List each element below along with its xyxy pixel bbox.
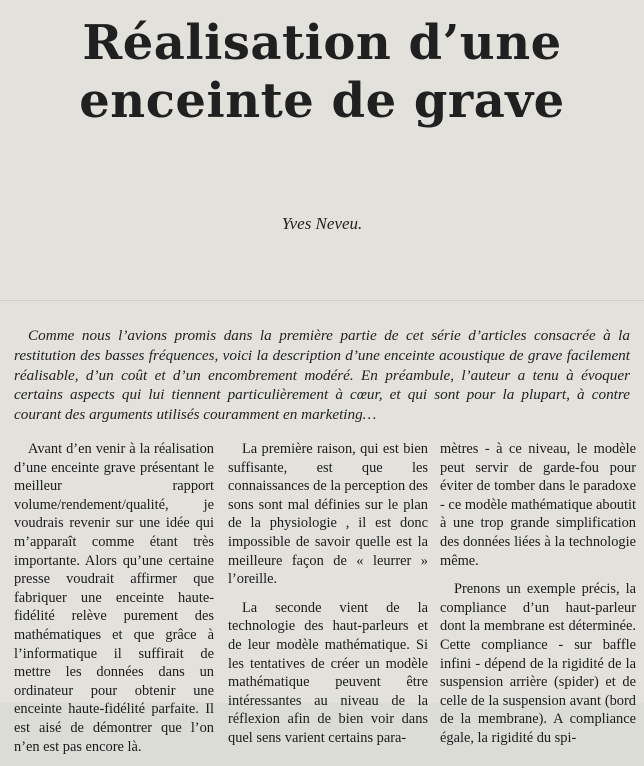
header-divider — [0, 300, 644, 301]
column-2-paragraph-2: La seconde vient de la technologie des haut-parleurs et de leur modèle mathématique. Si les tentatives de créer un modèle mathématique peuvent être intéressantes au niveau de la réflexion afin de bien voir dans quel sens varient certains para- — [228, 599, 428, 746]
column-2-paragraph-1: La première raison, qui est bien suffisante, est que les connaissances de la perception des sons sont mal définies sur le plan de la physiologie , il est donc impossible de savoir quelle est la meilleure façon de « leurrer » l’oreille. — [228, 441, 428, 588]
text-column-1 — [14, 440, 214, 766]
author-byline: Yves Neveu. — [281, 214, 363, 233]
article-title — [0, 14, 644, 130]
column-3-paragraph-1: mètres - à ce niveau, le modèle peut servir de garde-fou pour éviter de tomber dans le paradoxe - ce modèle mathématique aboutit à une trop grande simplification des données liées à la technologie même. — [440, 441, 636, 569]
title-line-1: Réalisation d’une — [82, 15, 562, 71]
column-1-paragraph-1: Avant d’en venir à la réalisation d’une enceinte grave présentant le meilleur rapport volume/rendement/qualité, je voudrais revenir sur une idée qui m’apparaît comme étant très importante. Alors qu’une certaine presse voudrait affirmer que fabriquer une enceinte haute-fidélité relève purement des mathématiques et que grâce à l’informatique il suffirait de mettre les données dans un ordinateur pour obtenir une enceinte haute-fidélité parfaite. Il est aisé de démontrer que l’on n’en est pas encore là. — [14, 441, 214, 755]
title-line-2: enceinte de grave — [79, 73, 565, 129]
text-column-2 — [228, 440, 428, 758]
text-column-3 — [440, 440, 636, 758]
column-3-paragraph-2: Prenons un exemple précis, la compliance d’un haut-parleur dont la membrane est déterminée. Cette compliance - sur baffle infini - dépend de la rigidité de la suspension arrière (spider) et de celle de la suspension avant (bord de la membrane). A compliance égale, la rigidité du spi- — [440, 581, 636, 746]
article-intro: Comme nous l’avions promis dans la première partie de cet série d’articles consacrée à la restitution des basses fréquences, voici la description d’une enceinte acoustique de grave facilement réalisable, d’un coût et d’un encombrement modéré. En préambule, l’auteur a tenu à évoquer certains aspects qui lui tiennent particulièrement à cœur, et qui sont pour la plupart, à contre courant des arguments utilisés couramment en marketing… — [14, 327, 630, 424]
